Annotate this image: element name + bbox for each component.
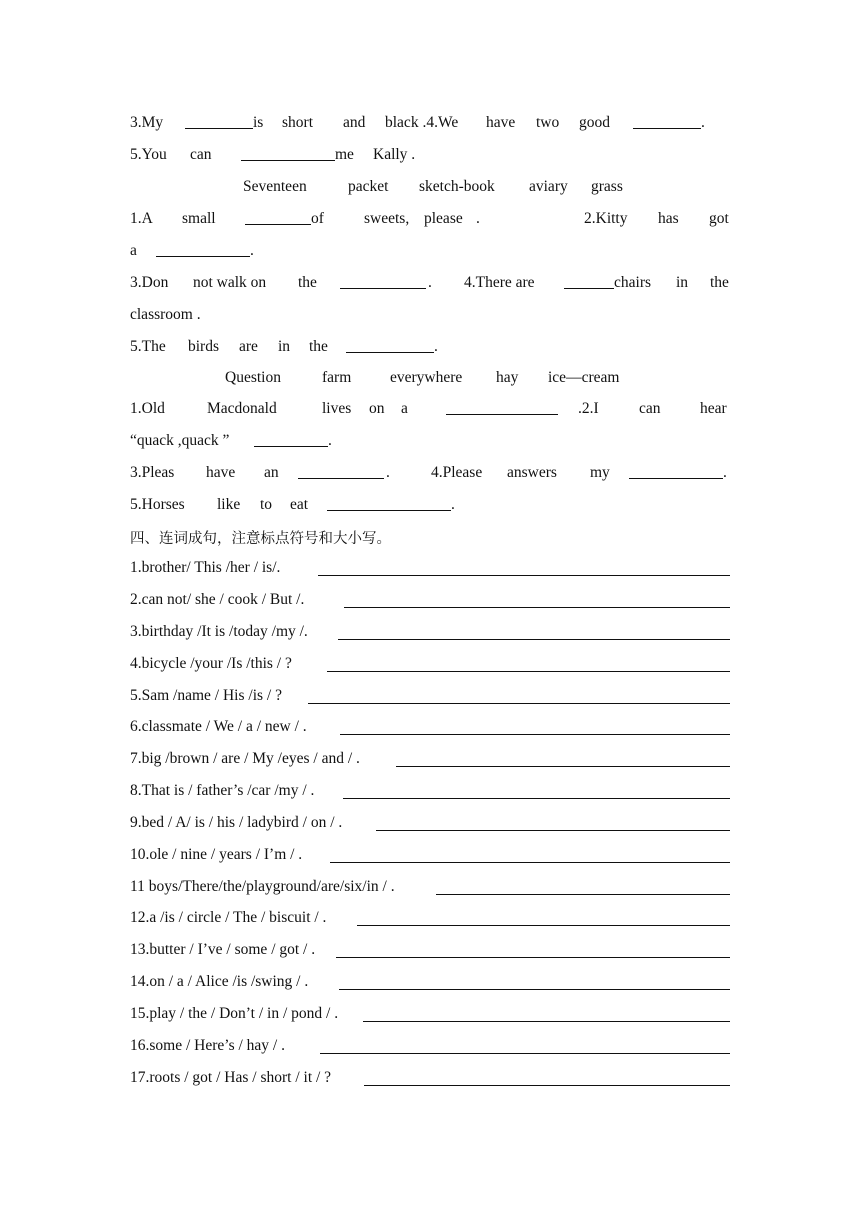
sentence-item-2	[130, 591, 730, 613]
text: of	[311, 210, 324, 227]
item-text: 4.bicycle /your /Is /this / ?	[130, 655, 292, 672]
answer-line[interactable]	[318, 575, 730, 576]
text: like	[217, 496, 241, 513]
answer-line[interactable]	[343, 798, 730, 799]
text: .	[250, 242, 254, 259]
answer-blank[interactable]	[241, 146, 335, 161]
text: my	[590, 464, 610, 481]
sentence-item-7	[130, 750, 730, 772]
text: .2.I	[578, 400, 599, 417]
answer-blank[interactable]	[340, 274, 426, 289]
answer-blank[interactable]	[156, 242, 250, 257]
text: 1.A	[130, 210, 153, 227]
answer-blank[interactable]	[245, 210, 311, 225]
exercise-b-q1-q2	[130, 210, 730, 232]
text: please	[424, 210, 463, 227]
text: can	[639, 400, 661, 417]
text: has	[658, 210, 679, 227]
text: small	[182, 210, 216, 227]
exercise-b-q5	[130, 338, 730, 360]
answer-blank[interactable]	[298, 464, 384, 479]
answer-line[interactable]	[340, 734, 730, 735]
text: 3.Pleas	[130, 464, 175, 481]
word-bank-item: aviary	[529, 178, 568, 195]
answer-line[interactable]	[320, 1053, 730, 1054]
word-bank-item: ice—cream	[548, 369, 620, 386]
text: .	[476, 210, 480, 227]
answer-blank[interactable]	[327, 496, 451, 511]
word-bank-item: Question	[225, 369, 281, 386]
text: in	[676, 274, 689, 291]
item-text: 17.roots / got / Has / short / it / ?	[130, 1069, 332, 1086]
text: in	[278, 338, 291, 355]
item-text: 10.ole / nine / years / I’m / .	[130, 846, 303, 863]
text: and	[343, 114, 366, 131]
text: 4.There are	[464, 274, 535, 291]
item-text: 1.brother/ This /her / is/.	[130, 559, 281, 576]
text: hear	[700, 400, 727, 417]
text: .	[723, 464, 727, 481]
text: good	[579, 114, 610, 131]
answer-line[interactable]	[338, 639, 730, 640]
text: Macdonald	[207, 400, 277, 417]
answer-blank[interactable]	[564, 274, 614, 289]
answer-line[interactable]	[339, 989, 730, 990]
text: the	[710, 274, 729, 291]
text: lives	[322, 400, 352, 417]
text: have	[486, 114, 516, 131]
text: to	[260, 496, 273, 513]
word-bank-c	[130, 369, 730, 391]
text: can	[190, 146, 212, 163]
sentence-item-15	[130, 1005, 730, 1027]
text: sweets,	[364, 210, 410, 227]
item-text: 15.play / the / Don’t / in / pond / .	[130, 1005, 339, 1022]
sentence-item-3	[130, 623, 730, 645]
text: two	[536, 114, 560, 131]
exercise-b-q4-cont	[130, 306, 730, 328]
answer-blank[interactable]	[185, 114, 253, 129]
item-text: 9.bed / A/ is / his / ladybird / on / .	[130, 814, 343, 831]
exercise-a-q3-q4	[130, 114, 730, 136]
sentence-item-14	[130, 973, 730, 995]
word-bank-item: grass	[591, 178, 623, 195]
answer-blank[interactable]	[446, 400, 558, 415]
text: classroom .	[130, 306, 201, 323]
item-text: 16.some / Here’s / hay / .	[130, 1037, 285, 1054]
item-text: 6.classmate / We / a / new / .	[130, 718, 307, 735]
text: a	[130, 242, 137, 259]
text: 4.Please	[431, 464, 483, 481]
text: chairs	[614, 274, 652, 291]
exercise-b-q2-cont	[130, 242, 730, 264]
exercise-b-q3-q4	[130, 274, 730, 296]
text: is	[253, 114, 264, 131]
text: 5.Horses	[130, 496, 185, 513]
text: .	[701, 114, 705, 131]
sentence-item-10	[130, 846, 730, 868]
text: eat	[290, 496, 309, 513]
sentence-item-1	[130, 559, 730, 581]
answer-line[interactable]	[376, 830, 730, 831]
word-bank-item: packet	[348, 178, 389, 195]
sentence-item-11	[130, 878, 730, 900]
sentence-item-5	[130, 687, 730, 709]
answer-blank[interactable]	[629, 464, 723, 479]
text: Kally .	[373, 146, 416, 163]
word-bank-item: hay	[496, 369, 519, 386]
text: short	[282, 114, 313, 131]
answer-line[interactable]	[330, 862, 730, 863]
text: answers	[507, 464, 557, 481]
exercise-c-q1-q2	[130, 400, 730, 422]
exercise-c-q3-q4	[130, 464, 730, 486]
word-bank-item: farm	[322, 369, 352, 386]
word-bank-item: Seventeen	[243, 178, 307, 195]
text: on	[369, 400, 385, 417]
sentence-item-4	[130, 655, 730, 677]
answer-line[interactable]	[396, 766, 730, 767]
answer-blank[interactable]	[633, 114, 701, 129]
answer-line[interactable]	[327, 671, 730, 672]
section4-heading: 四、连词成句，注意标点符号和大小写。	[130, 531, 391, 547]
answer-blank[interactable]	[254, 432, 328, 447]
answer-line[interactable]	[308, 703, 730, 704]
item-text: 7.big /brown / are / My /eyes / and / .	[130, 750, 360, 767]
text: black .4.We	[385, 114, 459, 131]
sentence-item-16	[130, 1037, 730, 1059]
answer-line[interactable]	[363, 1021, 730, 1022]
text: .	[451, 496, 455, 513]
text: the	[298, 274, 317, 291]
answer-blank[interactable]	[346, 338, 434, 353]
text: 2.Kitty	[584, 210, 628, 227]
text: 1.Old	[130, 400, 165, 417]
sentence-item-13	[130, 941, 730, 963]
text: an	[264, 464, 279, 481]
answer-line[interactable]	[436, 894, 730, 895]
answer-line[interactable]	[357, 925, 730, 926]
text: me	[335, 146, 354, 163]
sentence-item-8	[130, 782, 730, 804]
item-text: 3.birthday /It is /today /my /.	[130, 623, 308, 640]
sentence-item-9	[130, 814, 730, 836]
text: .	[328, 432, 332, 449]
item-text: 11 boys/There/the/playground/are/six/in / .	[130, 878, 395, 895]
text: the	[309, 338, 328, 355]
exercise-c-q2-cont	[130, 432, 730, 454]
answer-line[interactable]	[364, 1085, 730, 1086]
text: 3.My	[130, 114, 164, 131]
text: are	[239, 338, 258, 355]
text: a	[401, 400, 408, 417]
item-text: 12.a /is / circle / The / biscuit / .	[130, 909, 327, 926]
text: have	[206, 464, 236, 481]
item-text: 5.Sam /name / His /is / ?	[130, 687, 282, 704]
text: .	[386, 464, 390, 481]
text: 3.Don	[130, 274, 169, 291]
item-text: 13.butter / I’ve / some / got / .	[130, 941, 316, 958]
text: got	[709, 210, 729, 227]
word-bank-item: sketch-book	[419, 178, 495, 195]
answer-line[interactable]	[336, 957, 730, 958]
item-text: 8.That is / father’s /car /my / .	[130, 782, 315, 799]
sentence-item-17	[130, 1069, 730, 1091]
text: .	[428, 274, 432, 291]
text: birds	[188, 338, 219, 355]
text: “quack ,quack ”	[130, 432, 230, 449]
text: 5.The	[130, 338, 166, 355]
word-bank-b	[130, 178, 730, 200]
sentence-item-6	[130, 718, 730, 740]
text: 5.You	[130, 146, 167, 163]
exercise-c-q5	[130, 496, 730, 518]
item-text: 2.can not/ she / cook / But /.	[130, 591, 305, 608]
exercise-a-q5	[130, 146, 730, 168]
text: .	[434, 338, 438, 355]
item-text: 14.on / a / Alice /is /swing / .	[130, 973, 309, 990]
word-bank-item: everywhere	[390, 369, 463, 386]
sentence-item-12	[130, 909, 730, 931]
text: not walk on	[193, 274, 267, 291]
answer-line[interactable]	[344, 607, 730, 608]
